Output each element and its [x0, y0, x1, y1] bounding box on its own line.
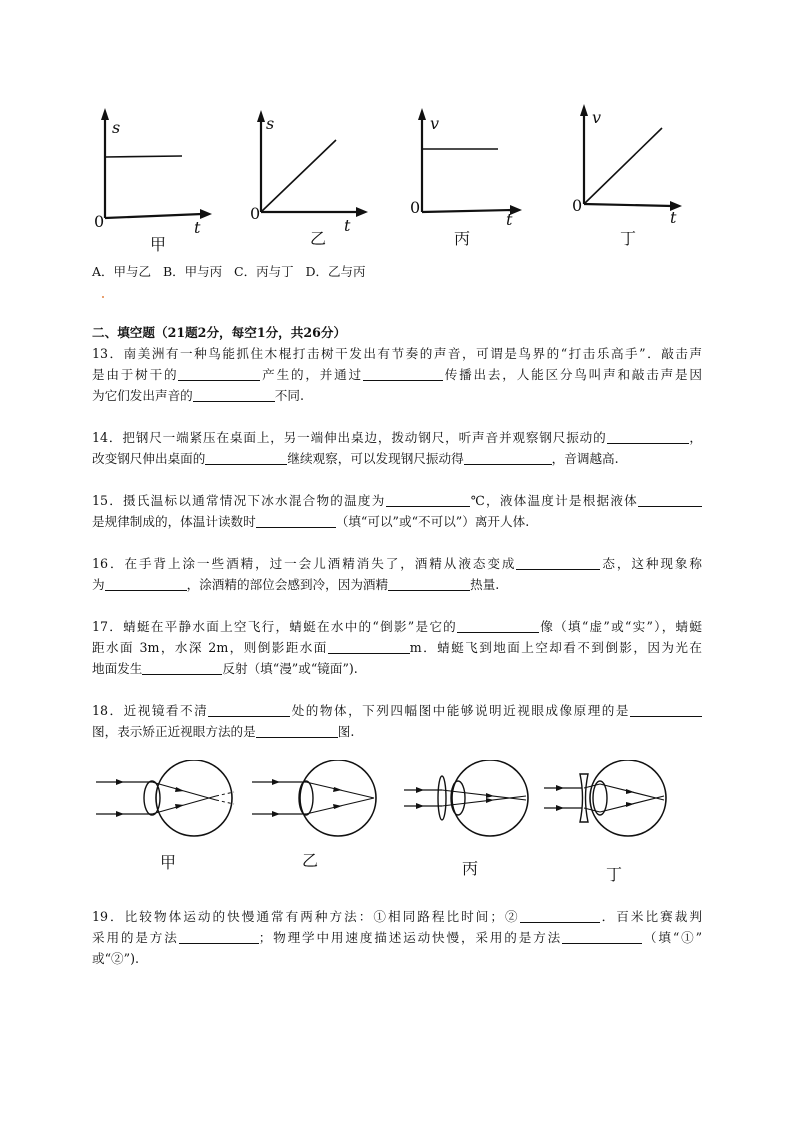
- graph-yi: [248, 100, 378, 248]
- eye-diagram-ding: [542, 760, 672, 844]
- graph-bing-plot: [408, 100, 538, 225]
- answer-blank[interactable]: [607, 430, 689, 444]
- q17-line-3: 地面发生 反射（填“漫”或“镜面”).: [92, 661, 358, 676]
- graph-jia-plot: [90, 100, 220, 225]
- answer-blank[interactable]: [520, 909, 600, 923]
- eye-caption: 丙: [462, 859, 479, 878]
- eye-diagram-yi-drawing: [250, 760, 380, 840]
- answer-blank[interactable]: [457, 619, 539, 633]
- q15-line-1: 15．摄氏温标以通常情况下冰水混合物的温度为 ℃，液体温度计是根据液体: [92, 490, 702, 511]
- y-axis-label: s: [112, 118, 121, 137]
- graph-caption: 丁: [620, 229, 637, 248]
- q15-line-2: 是规律制成的，体温计读数时 （填“可以”或“不可以”）离开人体.: [92, 514, 530, 529]
- eye-caption: 甲: [160, 853, 177, 872]
- answer-blank[interactable]: [193, 388, 275, 402]
- x-axis-label: t: [344, 216, 351, 235]
- graph-caption: 乙: [310, 229, 327, 248]
- origin-label: 0: [572, 196, 583, 215]
- graph-jia: [90, 100, 220, 254]
- q19-line-1: 19．比较物体运动的快慢通常有两种方法：①相同路程比时间；② ．百米比赛裁判: [92, 909, 702, 924]
- q16-line-2: 为 ，涂酒精的部位会感到冷，因为酒精 热量.: [92, 577, 500, 592]
- graph-caption: 甲: [150, 235, 167, 254]
- answer-blank[interactable]: [142, 661, 222, 675]
- answer-blank[interactable]: [638, 493, 702, 507]
- graph-bing: [408, 100, 538, 248]
- eye-diagram-ding-drawing: [542, 760, 672, 840]
- q19-line-3: 或“②”).: [92, 951, 139, 966]
- q18-line-1: 18．近视镜看不清 处的物体，下列四幅图中能够说明近视眼成像原理的是: [92, 700, 702, 721]
- answer-blank[interactable]: [178, 367, 260, 381]
- answer-blank[interactable]: [208, 703, 290, 717]
- q14-line-1: 14．把钢尺一端紧压在桌面上，另一端伸出桌边，拨动钢尺，听声音并观察钢尺振动的 ，: [92, 430, 702, 445]
- origin-label: 0: [94, 212, 105, 231]
- answer-blank[interactable]: [205, 451, 287, 465]
- q13-line-3: 为它们发出声音的 不同.: [92, 388, 304, 403]
- q18-line-2: 图，表示矫正近视眼方法的是 图.: [92, 724, 355, 739]
- q15-block: [92, 490, 702, 532]
- q14-line-2: 改变钢尺伸出桌面的 继续观察，可以发现钢尺振动得 ，音调越高.: [92, 451, 619, 466]
- q14-block: [92, 427, 702, 469]
- answer-blank[interactable]: [363, 367, 443, 381]
- q16-block: [92, 553, 702, 595]
- stray-mark: [102, 296, 104, 298]
- eye-diagram-bing-drawing: [402, 760, 532, 840]
- origin-label: 0: [410, 198, 421, 217]
- graph-caption: 丙: [454, 229, 471, 248]
- eye-diagram-bing: [402, 760, 532, 844]
- eye-caption: 丁: [606, 865, 623, 884]
- q17-line-2: 距水面 3m，水深 2m，则倒影距水面 m．蜻蜓飞到地面上空却看不到倒影，因为光在: [92, 640, 702, 655]
- eye-diagram-yi: [250, 760, 380, 844]
- q13-line-2: 是由于树干的 产生的，并通过 传播出去，人能区分鸟叫声和敲击声是因: [92, 367, 703, 382]
- y-axis-label: s: [266, 114, 275, 133]
- answer-blank[interactable]: [516, 556, 600, 570]
- answer-blank[interactable]: [562, 930, 642, 944]
- x-axis-label: t: [670, 208, 677, 227]
- eye-diagram-jia: [94, 760, 244, 844]
- q12-options: A．甲与乙 B．甲与丙 C．丙与丁 D．乙与丙: [92, 264, 366, 279]
- q19-block: [92, 906, 702, 969]
- q13-block: [92, 322, 702, 406]
- answer-blank[interactable]: [388, 577, 470, 591]
- answer-blank[interactable]: [630, 703, 702, 717]
- answer-blank[interactable]: [256, 514, 336, 528]
- eye-diagram-jia-drawing: [94, 760, 244, 840]
- eye-caption: 乙: [302, 851, 319, 870]
- x-axis-label: t: [194, 218, 201, 237]
- answer-blank[interactable]: [386, 493, 470, 507]
- answer-blank[interactable]: [328, 640, 410, 654]
- y-axis-label: v: [592, 108, 602, 127]
- answer-blank[interactable]: [105, 577, 187, 591]
- graph-ding-plot: [570, 100, 700, 225]
- answer-blank[interactable]: [464, 451, 552, 465]
- q19-line-2: 采用的是方法 ；物理学中用速度描述运动快慢，采用的是方法 （填“①”: [92, 930, 703, 945]
- q18-block: [92, 700, 702, 742]
- x-axis-label: t: [506, 210, 513, 229]
- q17-block: [92, 616, 702, 679]
- graph-ding: [570, 100, 700, 248]
- answer-blank[interactable]: [179, 930, 259, 944]
- q13-line-1: 13．南美洲有一种鸟能抓住木棍打击树干发出有节奏的声音，可谓是鸟界的“打击乐高手”．敲击声: [92, 346, 702, 361]
- origin-label: 0: [250, 204, 261, 223]
- section-title: 二、填空题（21题2分，每空1分，共26分）: [92, 325, 347, 340]
- answer-blank[interactable]: [256, 724, 338, 738]
- y-axis-label: v: [430, 114, 440, 133]
- q17-line-1: 17．蜻蜓在平静水面上空飞行，蜻蜓在水中的“倒影”是它的 像（填“虚”或“实”），蜻蜓: [92, 619, 702, 634]
- q16-line-1: 16．在手背上涂一些酒精，过一会儿酒精消失了，酒精从液态变成 态，这种现象称: [92, 556, 702, 571]
